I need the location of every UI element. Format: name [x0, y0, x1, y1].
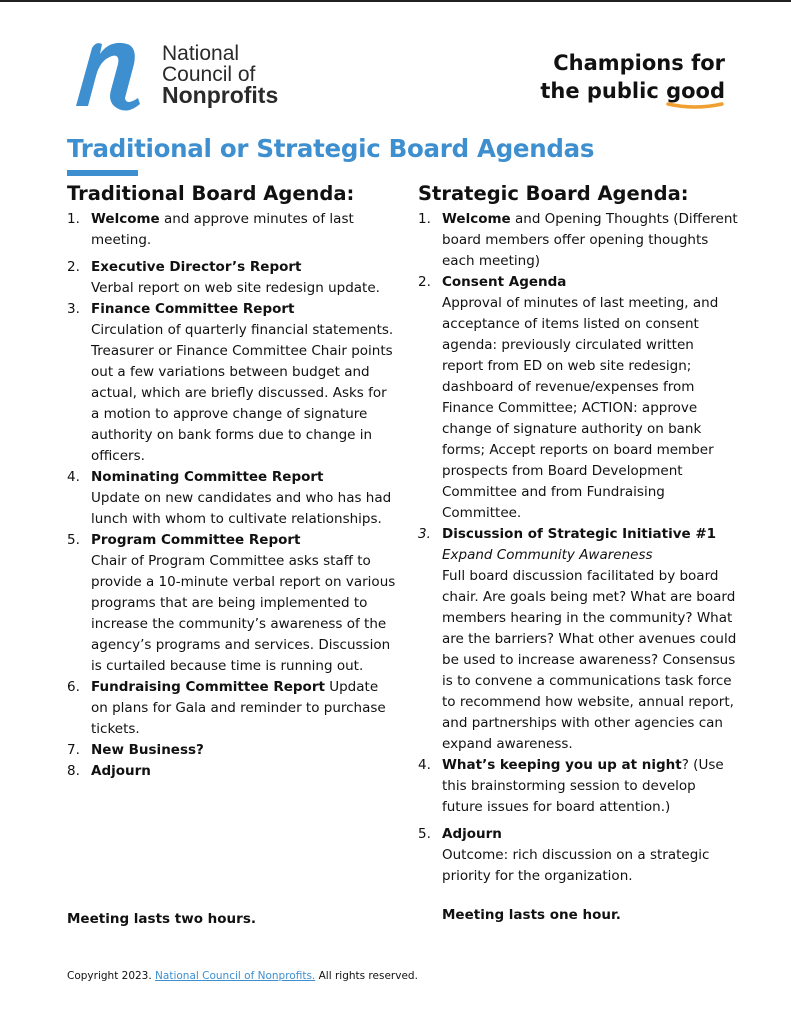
logo — [70, 40, 290, 115]
top-rule — [0, 0, 791, 2]
traditional-agenda — [67, 182, 397, 782]
logo-line-2: Council of — [162, 63, 256, 86]
title-accent-bar — [67, 170, 138, 176]
traditional-list — [67, 209, 397, 782]
item-number: 5. — [67, 532, 80, 548]
item-number: 4. — [418, 757, 431, 773]
logo-line-3: Nonprofits — [162, 82, 279, 108]
tagline-underline-icon — [666, 101, 724, 109]
list-item — [418, 755, 738, 818]
item-text: Chair of Program Committee asks staff to provide a 10-minute verbal report on various programs that are being implemented to increase the community’s awareness of the agency’s programs and services. Discussion is curtailed because time is running out. — [91, 553, 396, 674]
list-item — [418, 824, 738, 887]
strategic-list — [418, 209, 738, 887]
list-item — [67, 677, 397, 740]
item-number: 8. — [67, 763, 80, 779]
strategic-agenda — [418, 182, 738, 887]
traditional-footer: Meeting lasts two hours. — [67, 911, 256, 927]
list-item — [418, 272, 738, 524]
item-number: 5. — [418, 826, 431, 842]
list-item — [67, 299, 397, 467]
nonprofits-link[interactable]: National Council of Nonprofits. — [155, 970, 316, 982]
item-title: Nominating Committee Report — [91, 469, 324, 485]
item-title: New Business? — [91, 742, 204, 758]
item-number: 4. — [67, 469, 80, 485]
item-text: Update on new candidates and who has had lunch with whom to cultivate relationships. — [91, 490, 392, 527]
item-text: and Opening Thoughts (Different board members offer opening thoughts each meeting) — [442, 211, 738, 269]
item-title: Welcome — [442, 211, 511, 227]
logo-n-mark-icon — [70, 40, 156, 112]
item-title: Welcome — [91, 211, 160, 227]
item-text: Verbal report on web site redesign update. — [91, 280, 380, 296]
page-title: Traditional or Strategic Board Agendas — [67, 134, 595, 163]
item-number: 3. — [67, 301, 80, 317]
item-text: Outcome: rich discussion on a strategic priority for the organization. — [442, 847, 710, 884]
item-number: 1. — [418, 211, 431, 227]
tagline — [540, 49, 725, 105]
item-text: Circulation of quarterly financial statements. Treasurer or Finance Committee Chair points out a few variations between budget and actual, which are briefly discussed. Asks for a motion to approve change of signature authority on bank forms due to change in officers. — [91, 322, 394, 464]
list-item — [418, 209, 738, 272]
item-title: Fundraising Committee Report — [91, 679, 325, 695]
item-text: ? (Use this brainstorming session to develop future issues for board attention.) — [442, 757, 724, 815]
traditional-heading: Traditional Board Agenda: — [67, 182, 355, 205]
strategic-footer: Meeting lasts one hour. — [442, 907, 621, 923]
list-item — [67, 740, 397, 761]
item-text: and approve minutes of last meeting. — [91, 211, 354, 248]
item-title: Consent Agenda — [442, 274, 567, 290]
list-item — [67, 257, 397, 299]
logo-line-1: National — [162, 42, 240, 65]
list-item — [418, 524, 738, 755]
item-title: Executive Director’s Report — [91, 259, 302, 275]
list-item — [67, 530, 397, 677]
copyright — [67, 970, 418, 982]
item-number: 7. — [67, 742, 80, 758]
tagline-good: good — [666, 79, 725, 103]
list-item — [67, 209, 397, 251]
item-title: Adjourn — [442, 826, 502, 842]
item-text: Update on plans for Gala and reminder to purchase tickets. — [91, 679, 386, 737]
item-text: Approval of minutes of last meeting, and acceptance of items listed on consent agenda: previously circulated written report from ED on web site redesign; dashboard of revenue/expenses from Finance Committee; ACTION: approve change of signature authority on bank forms; Accept reports on board member prospects from Board Development Committee and from Fundraising Committee. — [442, 295, 719, 521]
item-title: Adjourn — [91, 763, 151, 779]
item-number: 3. — [418, 526, 431, 542]
strategic-heading: Strategic Board Agenda: — [418, 182, 689, 205]
item-title: Program Committee Report — [91, 532, 301, 548]
tagline-line-2: the public — [540, 79, 667, 103]
item-number: 6. — [67, 679, 80, 695]
item-text: Full board discussion facilitated by board chair. Are goals being met? What are board members hearing in the community? What are the barriers? What other avenues could be used to increase awareness? Consensus is to convene a communications task force to recommend how website, annual report, and partnerships with other agencies can expand awareness. — [442, 568, 737, 752]
list-item — [67, 761, 397, 782]
item-title: Discussion of Strategic Initiative #1 — [442, 526, 717, 542]
list-item — [67, 467, 397, 530]
item-number: 2. — [67, 259, 80, 275]
copyright-post: All rights reserved. — [315, 970, 418, 982]
item-number: 2. — [418, 274, 431, 290]
item-title: What’s keeping you up at night — [442, 757, 682, 773]
item-title: Finance Committee Report — [91, 301, 295, 317]
copyright-pre: Copyright 2023. — [67, 970, 156, 982]
item-number: 1. — [67, 211, 80, 227]
tagline-line-1: Champions for — [553, 51, 725, 75]
item-subtitle: Expand Community Awareness — [442, 547, 653, 563]
